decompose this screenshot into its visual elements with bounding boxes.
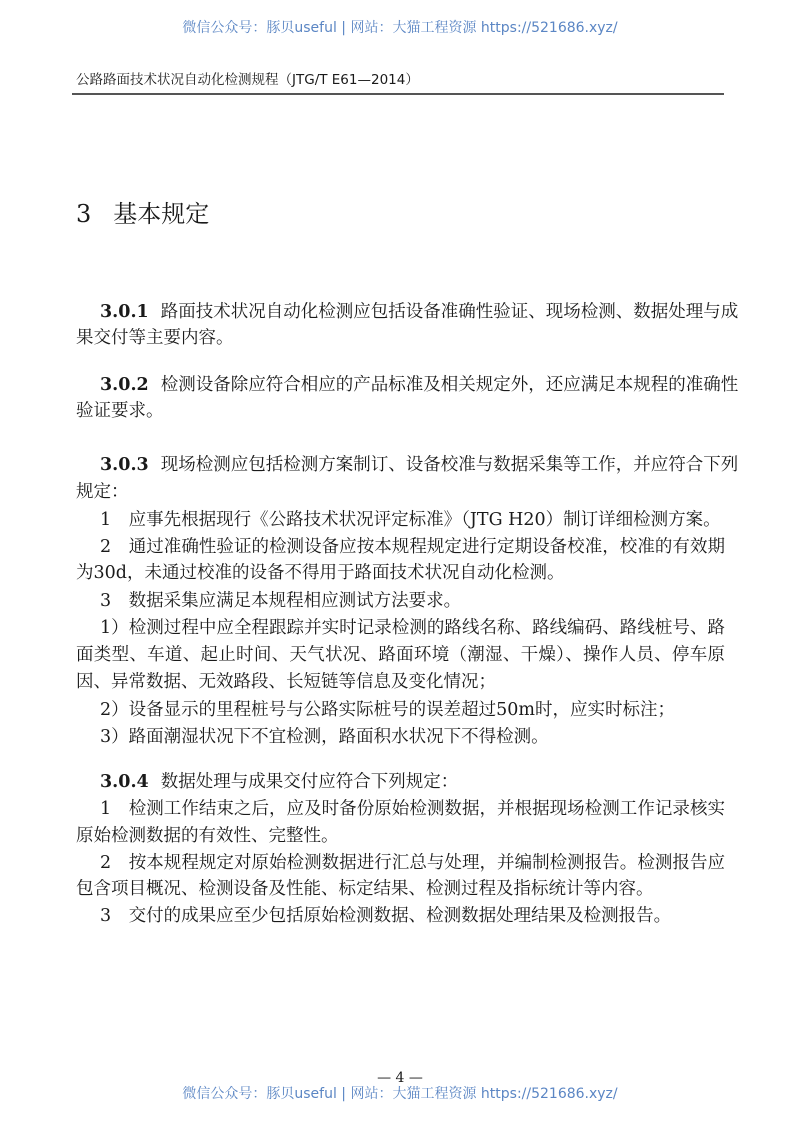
- chapter-name: 基本规定: [113, 200, 210, 228]
- chapter-number: 3: [76, 200, 92, 228]
- clause-3-0-1: 3.0.1 路面技术状况自动化检测应包括设备准确性验证、现场检测、数据处理与成: [100, 302, 739, 322]
- running-header: 公路路面技术状况自动化检测规程（JTG/T E61—2014）: [76, 72, 419, 88]
- item: 1 检测工作结束之后，应及时备份原始检测数据，并根据现场检测工作记录核实: [100, 799, 725, 819]
- item: 3 交付的成果应至少包括原始检测数据、检测数据处理结果及检测报告。: [100, 906, 672, 926]
- chapter-title: [76, 194, 231, 229]
- item-cont: 原始检测数据的有效性、完整性。: [76, 826, 339, 846]
- item: 3 数据采集应满足本规程相应测试方法要求。: [100, 591, 462, 611]
- watermark-top: 微信公众号：豚贝useful | 网站：大猫工程资源 https://521686.xyz/: [182, 20, 618, 36]
- item: 1 应事先根据现行《公路技术状况评定标准》（JTG H20）制订详细检测方案。: [100, 510, 721, 530]
- item: 2 通过准确性验证的检测设备应按本规程规定进行定期设备校准，校准的有效期: [100, 537, 725, 557]
- clause-3-0-1-cont: 果交付等主要内容。: [76, 328, 234, 348]
- subitem: 2）设备显示的里程桩号与公路实际桩号的误差超过50m时，应实时标注；: [100, 700, 675, 720]
- clause-3-0-2-cont: 验证要求。: [76, 401, 164, 421]
- subitem-cont: 因、异常数据、无效路段、长短链等信息及变化情况；: [76, 672, 496, 692]
- watermark-bottom: 微信公众号：豚贝useful | 网站：大猫工程资源 https://521686.xyz/: [182, 1086, 618, 1102]
- clause-3-0-2: 3.0.2 检测设备除应符合相应的产品标准及相关规定外，还应满足本规程的准确性: [100, 375, 739, 395]
- clause-3-0-3: 3.0.3 现场检测应包括检测方案制订、设备校准与数据采集等工作，并应符合下列: [100, 455, 739, 475]
- subitem-cont: 面类型、车道、起止时间、天气状况、路面环境（潮湿、干燥）、操作人员、停车原: [76, 645, 725, 665]
- header-rule: [72, 93, 724, 95]
- subitem: 3）路面潮湿状况下不宜检测，路面积水状况下不得检测。: [100, 727, 549, 747]
- clause-3-0-3-cont: 规定：: [76, 482, 129, 502]
- item-cont: 为30d，未通过校准的设备不得用于路面技术状况自动化检测。: [76, 563, 565, 583]
- item-cont: 包含项目概况、检测设备及性能、标定结果、检测过程及指标统计等内容。: [76, 879, 654, 899]
- item: 2 按本规程规定对原始检测数据进行汇总与处理，并编制检测报告。检测报告应: [100, 853, 725, 873]
- page-number: — 4 —: [377, 1070, 423, 1086]
- subitem: 1）检测过程中应全程跟踪并实时记录检测的路线名称、路线编码、路线桩号、路: [100, 618, 725, 638]
- clause-3-0-4: 3.0.4 数据处理与成果交付应符合下列规定：: [100, 772, 459, 792]
